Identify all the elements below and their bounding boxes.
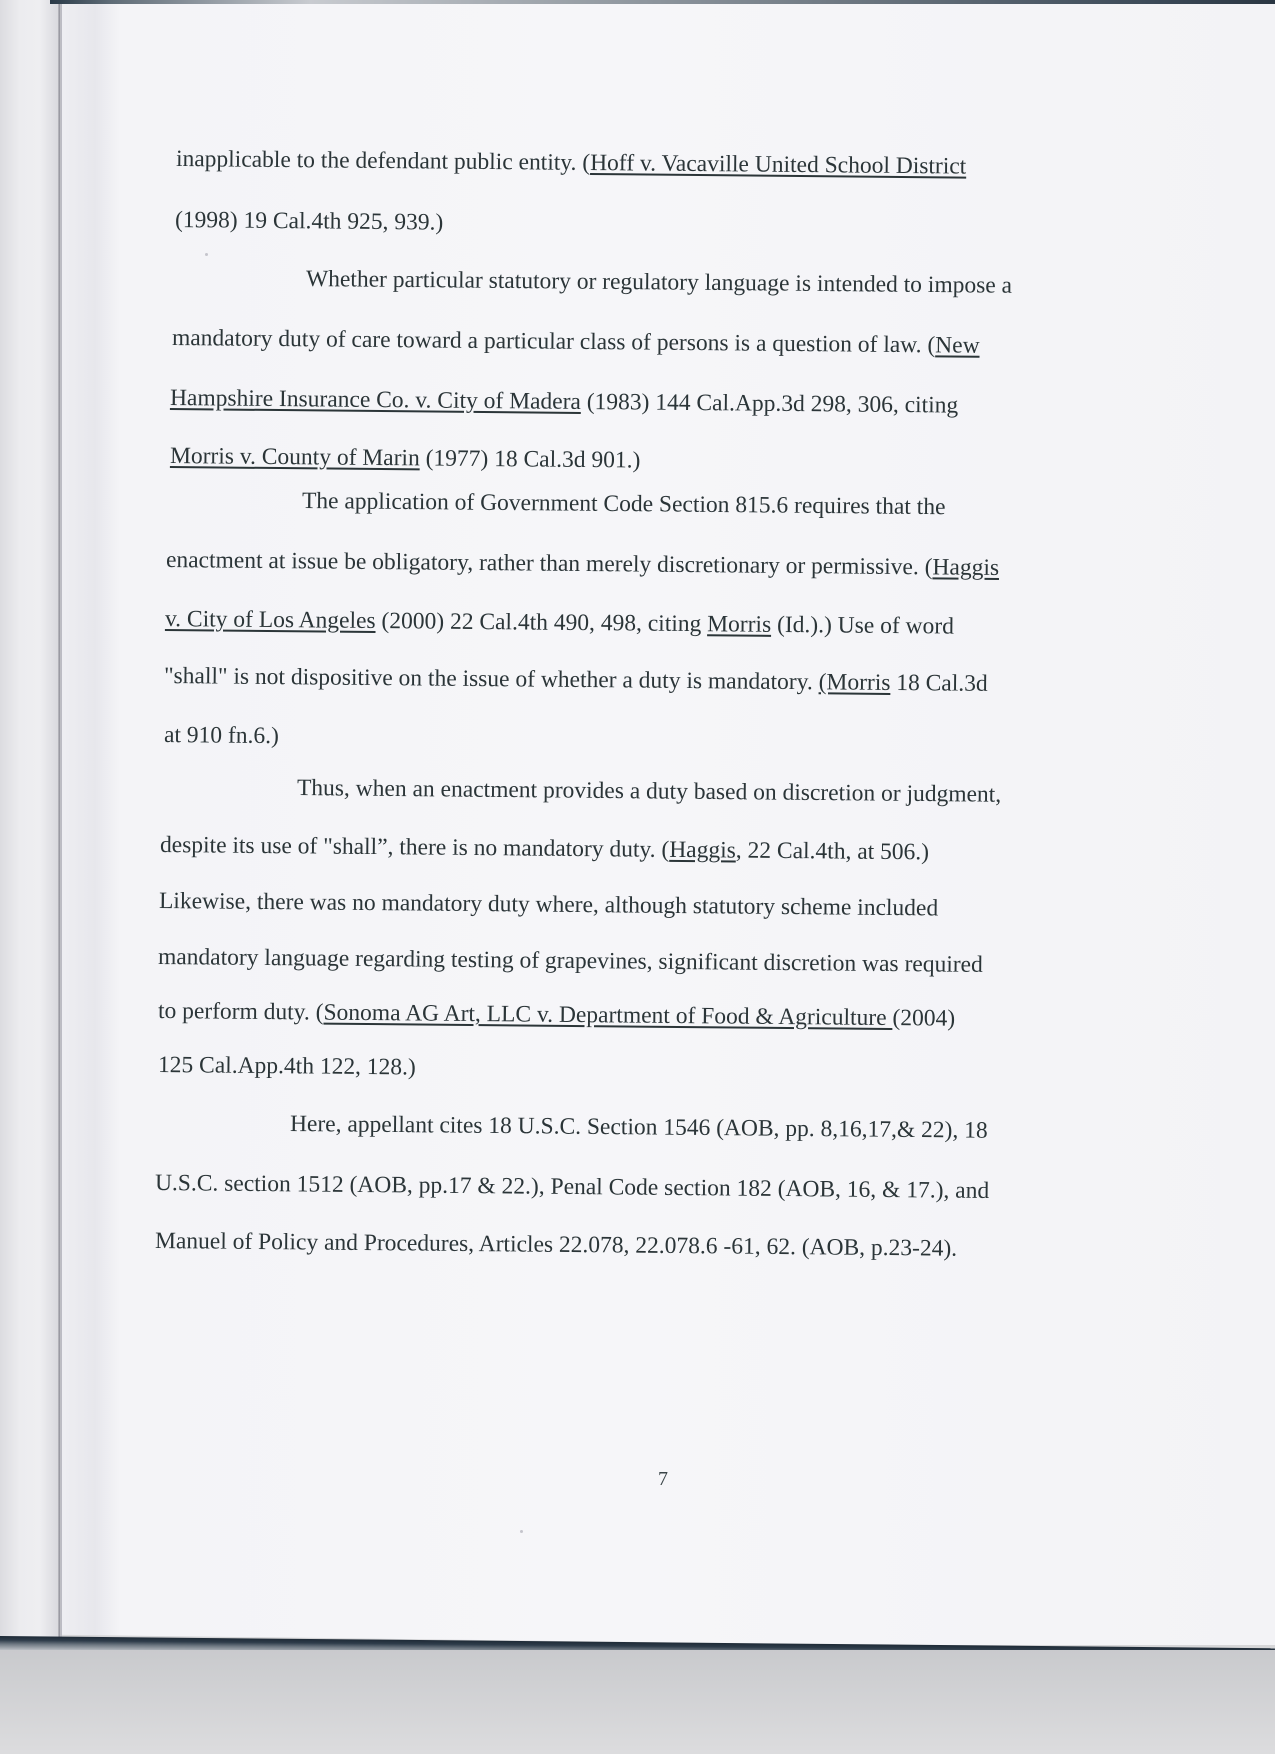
case-citation: (Morris	[818, 669, 891, 696]
text-segment: 18 Cal.3d	[890, 669, 988, 697]
text-line	[158, 944, 983, 979]
text-line	[175, 207, 444, 237]
text-line	[302, 488, 946, 521]
text-segment: (1998) 19 Cal.4th 925, 939.)	[174, 207, 444, 236]
case-citation: New	[935, 332, 980, 359]
text-segment: mandatory language regarding testing of grapevines, significant discretion was required	[157, 944, 983, 978]
text-line	[155, 1228, 957, 1263]
text-segment: (2000) 22 Cal.4th 490, 498, citing	[375, 608, 708, 638]
text-line	[297, 775, 1001, 809]
text-segment: (1983) 144 Cal.App.3d 298, 306, citing	[580, 388, 959, 419]
text-segment: Likewise, there was no mandatory duty where, although statutory scheme included	[158, 888, 939, 922]
text-segment: 125 Cal.App.4th 122, 128.)	[157, 1052, 416, 1081]
case-citation: Sonoma AG Art, LLC v. Department of Food & Agriculture	[323, 999, 893, 1032]
text-segment: to perform duty. (	[157, 998, 324, 1026]
text-segment: Thus, when an enactment provides a duty based on discretion or judgment,	[296, 775, 1002, 808]
text-line	[164, 663, 988, 698]
text-line	[306, 266, 1012, 300]
text-segment: Manuel of Policy and Procedures, Articles 22.078, 22.078.6 -61, 62. (AOB, p.23-24).	[154, 1228, 958, 1262]
text-segment: Whether particular statutory or regulatory language is intended to impose a	[305, 266, 1013, 299]
text-segment: at 910 fn.6.)	[163, 722, 279, 750]
case-citation: Hampshire Insurance Co. v. City of Madera	[169, 385, 582, 415]
text-line	[164, 722, 279, 750]
text-segment: The application of Government Code Section 815.6 requires that the	[301, 488, 946, 521]
text-segment: (2004)	[892, 1005, 956, 1032]
text-segment: (1977) 18 Cal.3d 901.)	[419, 445, 641, 474]
text-segment: "shall" is not dispositive on the issue of whether a duty is mandatory.	[163, 663, 819, 696]
text-segment: enactment at issue be obligatory, rather than merely discretionary or permissive. (	[165, 547, 933, 581]
text-line	[158, 1052, 416, 1081]
text-segment: mandatory duty of care toward a particular class of persons is a question of law. (	[171, 325, 936, 359]
text-segment: Here, appellant cites 18 U.S.C. Section 1546 (AOB, pp. 8,16,17,& 22), 18	[289, 1111, 988, 1144]
text-line	[290, 1111, 988, 1145]
text-line	[160, 832, 929, 866]
text-segment: , 22 Cal.4th, at 506.)	[735, 837, 930, 866]
text-segment: despite its use of "shall”, there is no mandatory duty. (	[159, 832, 670, 863]
text-line	[170, 385, 958, 420]
text-line	[165, 606, 954, 641]
text-line	[155, 1170, 989, 1205]
text-line	[172, 325, 980, 360]
page-number: 7	[658, 1468, 668, 1490]
text-segment: U.S.C. section 1512 (AOB, pp.17 & 22.), Penal Code section 182 (AOB, 16, & 17.), and	[154, 1170, 990, 1205]
scanner-background	[0, 1650, 1275, 1754]
case-citation: Haggis	[669, 836, 736, 864]
text-line	[159, 888, 938, 922]
text-line	[170, 443, 641, 475]
text-line	[176, 146, 967, 181]
case-citation: Hoff v. Vacaville United School District	[590, 149, 967, 180]
text-line	[166, 547, 999, 582]
case-citation: v. City of Los Angeles	[164, 606, 376, 635]
case-citation: Haggis	[932, 554, 1000, 581]
text-segment: (Id.).) Use of word	[771, 611, 955, 640]
case-citation: Morris v. County of Marin	[169, 443, 420, 472]
text-line	[158, 998, 955, 1033]
case-citation: Morris	[707, 611, 772, 638]
text-segment: inapplicable to the defendant public entity. (	[175, 146, 591, 176]
